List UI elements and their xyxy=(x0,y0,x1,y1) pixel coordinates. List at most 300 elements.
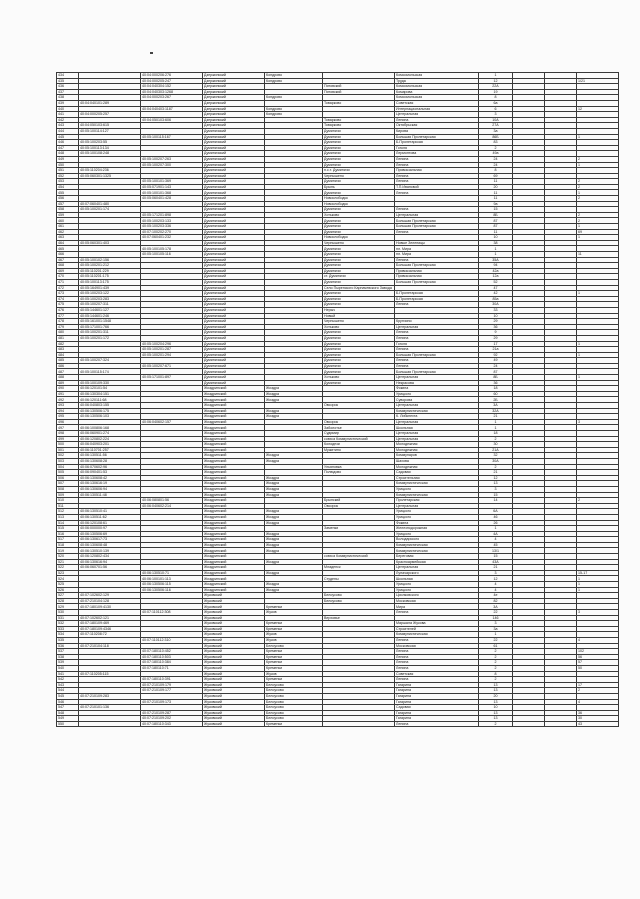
cadastral-number-a: 40:05:100203:283 xyxy=(79,296,141,302)
settlement-cell: Новослободск xyxy=(323,201,395,207)
district-cell: Жуковский xyxy=(203,654,265,660)
house-cell: 19 xyxy=(479,89,513,95)
street-cell: Ленина xyxy=(395,229,479,235)
street-cell: Ленина xyxy=(395,330,479,336)
apartment-cell: 2 xyxy=(577,179,619,185)
settlement-cell: Чернышено xyxy=(323,319,395,325)
house-cell: 10 xyxy=(479,313,513,319)
row-number: 473 xyxy=(57,291,79,297)
district-cell: Жиздринский xyxy=(203,486,265,492)
cadastral-number-a: 40:07:210104:128 xyxy=(79,598,141,604)
row-number: 490 xyxy=(57,386,79,392)
house-cell: 20 xyxy=(479,693,513,699)
row-number: 472 xyxy=(57,285,79,291)
town-cell: Кондрово xyxy=(265,95,323,101)
town-cell: Кондрово xyxy=(265,106,323,112)
row-number: 441 xyxy=(57,112,79,118)
house-cell: 60 xyxy=(479,391,513,397)
house-cell: 1 xyxy=(479,252,513,258)
settlement-cell: Пятовский xyxy=(323,84,395,90)
street-cell: Гагарина xyxy=(395,710,479,716)
district-cell: Жуковский xyxy=(203,632,265,638)
district-cell: Думиничский xyxy=(203,263,265,269)
row-number: 537 xyxy=(57,649,79,655)
row-number: 496 xyxy=(57,419,79,425)
row-number: 470 xyxy=(57,274,79,280)
cadastral-number-a: 40:06:130606:94 xyxy=(79,486,141,492)
house-cell: 36 xyxy=(479,380,513,386)
row-number: 522 xyxy=(57,565,79,571)
cadastral-number-b: 40:04:040304:152 xyxy=(141,84,203,90)
district-cell: Думиничский xyxy=(203,168,265,174)
register-table xyxy=(56,72,619,727)
street-cell: Центральная xyxy=(395,324,479,330)
district-cell: Дзержинский xyxy=(203,95,265,101)
street-cell: Ленина xyxy=(395,335,479,341)
cadastral-number-a: 40:06:000000:97 xyxy=(79,526,141,532)
street-cell: Некрасова xyxy=(395,380,479,386)
town-cell: Жуков xyxy=(265,632,323,638)
district-cell: Дзержинский xyxy=(203,117,265,123)
cadastral-number-b: 40:06:080801:56 xyxy=(141,498,203,504)
cadastral-number-a: 40:06:120101:54 xyxy=(79,386,141,392)
house-cell: 9а xyxy=(479,201,513,207)
row-number: 536 xyxy=(57,643,79,649)
street-cell: Ленина xyxy=(395,665,479,671)
row-number: 435 xyxy=(57,78,79,84)
house-cell: 30А xyxy=(479,458,513,464)
district-cell: Жуковский xyxy=(203,682,265,688)
town-cell: Кондрово xyxy=(265,112,323,118)
cadastral-number-a: 40:06:130608:48 xyxy=(79,542,141,548)
house-cell: 85а xyxy=(479,296,513,302)
row-number: 510 xyxy=(57,498,79,504)
town-cell: Кременки xyxy=(265,660,323,666)
row-number: 452 xyxy=(57,173,79,179)
cadastral-number-a xyxy=(79,721,141,727)
row-number: 471 xyxy=(57,279,79,285)
house-cell: 4А xyxy=(479,531,513,537)
row-number: 504 xyxy=(57,464,79,470)
street-cell: Садовая xyxy=(395,705,479,711)
row-number: 527 xyxy=(57,593,79,599)
district-cell: Думиничский xyxy=(203,201,265,207)
row-number: 516 xyxy=(57,531,79,537)
row-number: 464 xyxy=(57,240,79,246)
town-cell: Кременки xyxy=(265,621,323,627)
district-cell: Жиздринский xyxy=(203,520,265,526)
cadastral-number-a: 40:06:130608:42 xyxy=(79,475,141,481)
row-number: 545 xyxy=(57,693,79,699)
street-cell: Б.Пролетарская xyxy=(395,296,479,302)
settlement-cell: Судимир xyxy=(323,431,395,437)
apartment-cell: 2 xyxy=(577,184,619,190)
apartment-cell: 2 xyxy=(577,212,619,218)
district-cell: Думиничский xyxy=(203,307,265,313)
street-cell: Коммунистическая xyxy=(395,481,479,487)
settlement-cell: Думиничи xyxy=(323,352,395,358)
cadastral-number-a: 40:06:130617:73 xyxy=(79,537,141,543)
house-cell: 15 xyxy=(479,207,513,213)
cadastral-number-a: 40:05:161001:1548 xyxy=(79,319,141,325)
settlement-cell: Мужитино xyxy=(323,447,395,453)
house-cell: 12 xyxy=(479,475,513,481)
settlement-cell: Думиничи xyxy=(323,156,395,162)
street-cell: Строителей xyxy=(395,626,479,632)
settlement-cell: Думиничи xyxy=(323,279,395,285)
row-number: 491 xyxy=(57,391,79,397)
street-cell: Ленина xyxy=(395,660,479,666)
street-cell: Гагарина xyxy=(395,716,479,722)
house-cell: 35А xyxy=(479,257,513,263)
street-cell: Большая Пролетарская xyxy=(395,218,479,224)
district-cell: Жиздринский xyxy=(203,531,265,537)
row-number: 498 xyxy=(57,431,79,437)
street-cell: Коммунистическая xyxy=(395,632,479,638)
street-cell: Садовая xyxy=(395,470,479,476)
district-cell: Жиздринский xyxy=(203,453,265,459)
apartment-cell: 56 xyxy=(577,654,619,660)
row-number: 503 xyxy=(57,458,79,464)
street-cell: Фокина xyxy=(395,520,479,526)
house-cell: 11 xyxy=(479,179,513,185)
street-cell: Большая Пролетарская xyxy=(395,224,479,230)
district-cell: Думиничский xyxy=(203,352,265,358)
district-cell: Думиничский xyxy=(203,285,265,291)
house-cell: 18 xyxy=(479,431,513,437)
district-cell: Думиничский xyxy=(203,134,265,140)
house-cell: 33 xyxy=(479,307,513,313)
district-cell: Думиничский xyxy=(203,268,265,274)
cadastral-number-b: 40:06:040602:214 xyxy=(141,503,203,509)
district-cell: Жиздринский xyxy=(203,559,265,565)
settlement-cell: Студены xyxy=(323,576,395,582)
house-cell: 3А xyxy=(479,403,513,409)
street-cell: Советская xyxy=(395,671,479,677)
house-cell: 1 xyxy=(479,526,513,532)
row-number: 512 xyxy=(57,509,79,515)
house-cell: 46 xyxy=(479,514,513,520)
settlement-cell: Думиничи xyxy=(323,128,395,134)
settlement-cell: Думиничи xyxy=(323,140,395,146)
settlement-cell: Думиничи xyxy=(323,341,395,347)
district-cell: Думиничский xyxy=(203,240,265,246)
street-cell: Ленина xyxy=(395,610,479,616)
apartment-cell: 4 xyxy=(577,699,619,705)
house-cell: 14 xyxy=(479,498,513,504)
house-cell: 3 xyxy=(479,621,513,627)
row-number: 456 xyxy=(57,196,79,202)
district-cell: Дзержинский xyxy=(203,84,265,90)
house-cell: 11 xyxy=(479,229,513,235)
street-cell: Ленина xyxy=(395,190,479,196)
town-cell: Жиздра xyxy=(265,408,323,414)
row-number: 476 xyxy=(57,307,79,313)
town-cell: Кременки xyxy=(265,665,323,671)
cadastral-number-a: 40:06:130616:19 xyxy=(79,481,141,487)
cadastral-number-a: 40:06:130506:69 xyxy=(79,531,141,537)
house-cell: 2 xyxy=(479,721,513,727)
street-cell: Октябрьская xyxy=(395,123,479,129)
apartment-cell: 102 xyxy=(577,649,619,655)
town-cell: Кременки xyxy=(265,654,323,660)
town-cell: Жиздра xyxy=(265,548,323,554)
street-cell: Ленина xyxy=(395,207,479,213)
street-cell: Привокзальная xyxy=(395,274,479,280)
district-cell: Думиничский xyxy=(203,207,265,213)
row-number: 508 xyxy=(57,486,79,492)
house-cell: 43А xyxy=(479,559,513,565)
cadastral-number-a: 40:05:100113:175 xyxy=(79,279,141,285)
cadastral-number-b: 40:05:100201:294 xyxy=(141,352,203,358)
street-cell: Молодежная xyxy=(395,464,479,470)
street-cell: Центральная xyxy=(395,503,479,509)
row-number: 550 xyxy=(57,721,79,727)
town-cell: Жуков xyxy=(265,671,323,677)
house-cell: 13 xyxy=(479,688,513,694)
street-cell: Ленина xyxy=(395,302,479,308)
town-cell: Белоусово xyxy=(265,688,323,694)
settlement-cell: Чернышено xyxy=(323,173,395,179)
settlement-cell: ст. Думиничи xyxy=(323,274,395,280)
district-cell: Жиздринский xyxy=(203,565,265,571)
settlement-cell: Думиничи xyxy=(323,380,395,386)
district-cell: Жиздринский xyxy=(203,408,265,414)
district-cell: Жиздринский xyxy=(203,414,265,420)
row-number: 501 xyxy=(57,447,79,453)
apartment-cell: 1 xyxy=(577,235,619,241)
street-cell: Б.Пролетарская xyxy=(395,291,479,297)
town-cell: Жиздра xyxy=(265,492,323,498)
cadastral-number-a: 40:07:180109:4346 xyxy=(79,626,141,632)
settlement-cell: Чернышено xyxy=(323,240,395,246)
cadastral-number-a: 40:05:100207:324 xyxy=(79,358,141,364)
street-cell: Центральная xyxy=(395,375,479,381)
row-number: 507 xyxy=(57,481,79,487)
town-cell: Жиздра xyxy=(265,391,323,397)
settlement-cell: Овсорок xyxy=(323,503,395,509)
row-number: 500 xyxy=(57,442,79,448)
row-number: 524 xyxy=(57,576,79,582)
house-cell: 4 xyxy=(479,537,513,543)
apartment-cell: 2 xyxy=(577,196,619,202)
house-cell: 69 xyxy=(479,173,513,179)
district-cell: Думиничский xyxy=(203,296,265,302)
street-cell: Ленина xyxy=(395,347,479,353)
street-cell: Урицкого xyxy=(395,391,479,397)
district-cell: Жиздринский xyxy=(203,526,265,532)
district-cell: Думиничский xyxy=(203,184,265,190)
row-number: 457 xyxy=(57,201,79,207)
cadastral-number-b: 40:06:100101:113 xyxy=(141,576,203,582)
settlement-cell: Овсорок xyxy=(323,403,395,409)
district-cell: Жиздринский xyxy=(203,403,265,409)
cadastral-number-a: 40:05:100203:55 xyxy=(79,140,141,146)
cadastral-number-a: 40:06:130608:28 xyxy=(79,458,141,464)
cadastral-number-b: 40:05:100201:287 xyxy=(141,347,203,353)
cadastral-number-a: 40:06:130511:48 xyxy=(79,492,141,498)
street-cell: Центральная xyxy=(395,212,479,218)
row-number: 493 xyxy=(57,403,79,409)
cadastral-number-b: 40:06:130506:116 xyxy=(141,587,203,593)
row-number: 532 xyxy=(57,621,79,627)
street-cell: Суворова xyxy=(395,397,479,403)
house-cell: 92 xyxy=(479,352,513,358)
street-cell: Ленина xyxy=(395,162,479,168)
extra-cell-b xyxy=(545,721,577,727)
district-cell: Думиничский xyxy=(203,335,265,341)
district-cell: Жуковский xyxy=(203,710,265,716)
row-number: 439 xyxy=(57,100,79,106)
district-cell: Жуковский xyxy=(203,626,265,632)
row-number: 445 xyxy=(57,134,79,140)
town-cell: Жиздра xyxy=(265,570,323,576)
apartment-cell: 1 xyxy=(577,582,619,588)
row-number: 483 xyxy=(57,347,79,353)
street-cell: Центральная xyxy=(395,431,479,437)
house-cell: 30 xyxy=(479,442,513,448)
cadastral-number-b: 40:05:100105:178 xyxy=(141,246,203,252)
row-number: 438 xyxy=(57,95,79,101)
district-cell: Жуковский xyxy=(203,610,265,616)
street-cell: Привокзальная xyxy=(395,268,479,274)
cadastral-number-a: 40:06:130511:62 xyxy=(79,514,141,520)
town-cell: Белоусово xyxy=(265,682,323,688)
cadastral-number-a: 40:06:060701:56 xyxy=(79,565,141,571)
district-cell: Думиничский xyxy=(203,330,265,336)
row-number: 478 xyxy=(57,319,79,325)
row-number: 549 xyxy=(57,716,79,722)
settlement-cell: Думиничи xyxy=(323,252,395,258)
row-number: 533 xyxy=(57,626,79,632)
apartment-cell: 1 xyxy=(577,291,619,297)
district-cell: Думиничский xyxy=(203,246,265,252)
house-cell: 1 xyxy=(479,419,513,425)
district-cell: Думиничский xyxy=(203,235,265,241)
district-cell: Дзержинский xyxy=(203,112,265,118)
street-cell: Строительная xyxy=(395,475,479,481)
apartment-cell: 2 xyxy=(577,688,619,694)
cadastral-number-b: 40:06:130506:115 xyxy=(141,582,203,588)
street-cell: Ленина xyxy=(395,358,479,364)
street-cell: Циолковского xyxy=(395,593,479,599)
house-cell: 42а xyxy=(479,268,513,274)
cadastral-number-a: 40:05:100207:311 xyxy=(79,302,141,308)
row-number: 440 xyxy=(57,106,79,112)
row-number: 434 xyxy=(57,73,79,79)
district-cell: Дзержинский xyxy=(203,123,265,129)
town-cell: Жиздра xyxy=(265,475,323,481)
settlement-cell: совхоз Коммунистический xyxy=(323,554,395,560)
cadastral-number-a: 40:05:144601:127 xyxy=(79,307,141,313)
settlement-cell: Думиничи xyxy=(323,151,395,157)
house-cell: 29 xyxy=(479,335,513,341)
row-number: 458 xyxy=(57,207,79,213)
house-cell: 21 xyxy=(479,565,513,571)
cadastral-number-a: 40:06:120802:434 xyxy=(79,554,141,560)
district-cell: Жиздринский xyxy=(203,447,265,453)
settlement-cell: Новослободск xyxy=(323,235,395,241)
settlement-cell: Брынский xyxy=(323,498,395,504)
settlement-cell: Думиничи xyxy=(323,162,395,168)
cadastral-number-b: 40:06:040602:157 xyxy=(141,419,203,425)
house-cell: 2 xyxy=(479,436,513,442)
row-number: 448 xyxy=(57,151,79,157)
street-cell: Центральная xyxy=(395,436,479,442)
apartment-cell: 11 xyxy=(577,252,619,258)
district-cell: Думиничский xyxy=(203,162,265,168)
district-cell: Думиничский xyxy=(203,313,265,319)
row-number: 520 xyxy=(57,554,79,560)
district-cell: Думиничский xyxy=(203,212,265,218)
district-cell: Думиничский xyxy=(203,229,265,235)
district-cell: Жиздринский xyxy=(203,436,265,442)
settlement-cell: Село Пыренского Карначевского Завода xyxy=(323,285,395,291)
house-cell: 3а xyxy=(479,626,513,632)
row-number: 453 xyxy=(57,179,79,185)
settlement-cell: Колодези xyxy=(323,442,395,448)
settlement-cell: Полюдово xyxy=(323,470,395,476)
row-number: 484 xyxy=(57,352,79,358)
house-cell: 4 xyxy=(479,587,513,593)
district-cell: Жуковский xyxy=(203,677,265,683)
house-cell: 87 xyxy=(479,218,513,224)
street-cell: Кирова xyxy=(395,128,479,134)
street-cell: Луначарского xyxy=(395,570,479,576)
settlement-cell: п.с.т. Думиничи xyxy=(323,168,395,174)
street-cell: Комсомольская xyxy=(395,84,479,90)
cadastral-number-a: 40:05:100201:174 xyxy=(79,207,141,213)
row-number: 499 xyxy=(57,436,79,442)
settlement-cell: Новый xyxy=(323,313,395,319)
cadastral-number-a: 40:06:040903:201 xyxy=(79,442,141,448)
settlement-cell: Думиничи xyxy=(323,257,395,263)
settlement-cell: Думиничи xyxy=(323,145,395,151)
house-cell: 3А xyxy=(479,604,513,610)
cadastral-number-a: 40:07:110208:72 xyxy=(79,632,141,638)
cadastral-number-a: 40:07:210104:118 xyxy=(79,643,141,649)
town-cell: Кременки xyxy=(265,721,323,727)
town-cell: Жиздра xyxy=(265,486,323,492)
settlement-cell: Брынь xyxy=(323,184,395,190)
row-number: 541 xyxy=(57,671,79,677)
district-cell: Жуковский xyxy=(203,598,265,604)
house-cell: 87 xyxy=(479,369,513,375)
cadastral-number-b: 40:04:050103:606 xyxy=(141,117,203,123)
cadastral-number-b: 40:05:100207:671 xyxy=(141,363,203,369)
district-cell: Думиничский xyxy=(203,179,265,185)
cadastral-number-b: 40:07:180110:391 xyxy=(141,677,203,683)
street-cell: Комарова xyxy=(395,89,479,95)
row-number: 497 xyxy=(57,425,79,431)
cadastral-number-a: 40:05:100102:156 xyxy=(79,257,141,263)
district-cell: Жиздринский xyxy=(203,554,265,560)
town-cell: Кременки xyxy=(265,677,323,683)
settlement-cell: Хотьково xyxy=(323,324,395,330)
street-cell: Коммунистическая xyxy=(395,542,479,548)
cadastral-number-b: 40:05:071901:143 xyxy=(141,184,203,190)
house-cell: 45 xyxy=(479,542,513,548)
row-number: 535 xyxy=(57,637,79,643)
house-cell: 3 xyxy=(479,570,513,576)
cadastral-number-b: 40:07:210109:202 xyxy=(141,716,203,722)
row-number: 477 xyxy=(57,313,79,319)
house-cell: 9 xyxy=(479,330,513,336)
street-cell: Урицкого xyxy=(395,531,479,537)
settlement-cell: Хотьково xyxy=(323,212,395,218)
street-cell: Комсомольская xyxy=(395,95,479,101)
house-cell: 42 xyxy=(479,291,513,297)
